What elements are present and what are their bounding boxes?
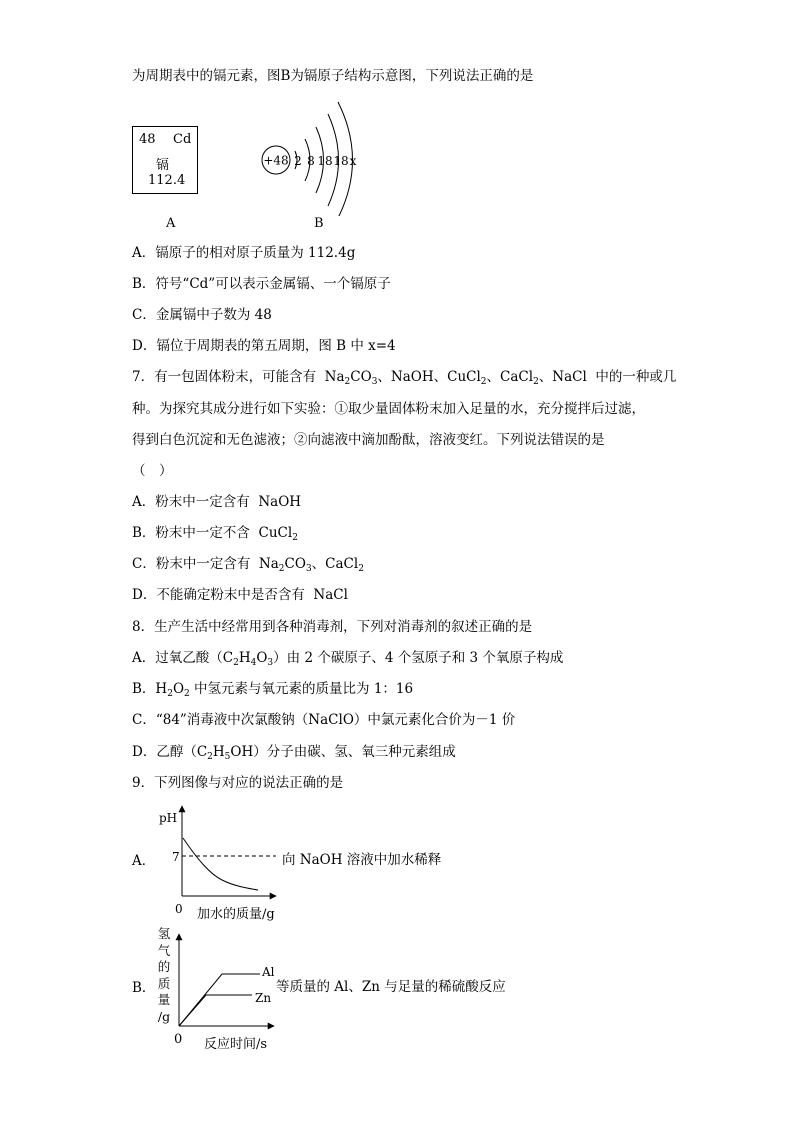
shell-count-2: 8	[307, 154, 315, 168]
question-intro: 为周期表中的镉元素，图B为镉原子结构示意图，下列说法正确的是	[132, 68, 534, 84]
q6-option-b: B．符号“Cd”可以表示金属镉、一个镉原子	[132, 276, 391, 292]
q8-option-c: C．“84”消毒液中次氯酸钠（NaClO）中氯元素化合价为－1 价	[132, 712, 516, 728]
element-symbol: Cd	[173, 132, 192, 147]
ph7-tick-label: 7	[172, 850, 180, 864]
q6-option-c: C．金属镉中子数为 48	[132, 307, 272, 323]
q9-option-a-caption: 向 NaOH 溶液中加水稀释	[282, 852, 442, 868]
periodic-table-cell	[132, 126, 198, 194]
atom-structure-diagram	[255, 96, 375, 216]
shell-count-3: 18	[317, 154, 333, 168]
q7-option-a: A．粉末中一定含有 NaOH	[132, 494, 302, 510]
q7-stem-line3: 得到白色沉淀和无色滤液；②向滤液中滴加酚酞，溶液变红。下列说法错误的是	[132, 432, 605, 448]
q7-stem-line2: 种。为探究其成分进行如下实验：①取少量固体粉末加入足量的水，充分搅拌后过滤，	[132, 401, 645, 417]
q9-option-b-caption: 等质量的 Al、Zn 与足量的稀硫酸反应	[276, 979, 506, 995]
nucleus-charge: +48	[263, 153, 289, 168]
q9-option-b-graph	[170, 930, 280, 1030]
atomic-mass: 112.4	[148, 173, 186, 188]
q8-option-a: A．过氧乙酸$(C_2H_4O_3)$由 2 个碳原子、4 个氢原子和 3 个氧原子构成	[132, 650, 564, 668]
q7-answer-blank: （ ）	[132, 463, 173, 479]
atomic-number: 48	[139, 132, 156, 147]
series-zn-label: Zn	[255, 991, 272, 1005]
q6-option-a: A．镉原子的相对原子质量为 112.4g	[132, 245, 356, 261]
q9-option-b-origin: 0	[174, 1032, 183, 1047]
q6-option-d: D．镉位于周期表的第五周期，图 B 中 x=4	[132, 338, 396, 354]
q7-option-d: D．不能确定粉末中是否含有 NaCl	[132, 587, 348, 603]
shell-count-1: 2	[294, 154, 302, 168]
y-axis-label: pH	[159, 811, 178, 825]
q7-option-c: C．粉末中一定含有 $Na_2CO_3$、CaCl$_2$	[132, 556, 364, 574]
q9-option-a-label: A．	[132, 853, 156, 869]
q8-option-b: B．$H_2O_2$ 中氢元素与氧元素的质量比为 1：16	[132, 681, 414, 699]
q9-option-a-xlabel: 加水的质量/g	[197, 907, 275, 922]
q9-option-b-label: B．	[132, 980, 156, 996]
ph-curve	[183, 838, 258, 890]
q8-stem: 8．生产生活中经常用到各种消毒剂，下列对消毒剂的叙述正确的是	[132, 619, 533, 635]
series-al-label: Al	[262, 965, 275, 979]
shell-count-5: x	[349, 154, 357, 168]
figure-label-a: A	[166, 216, 176, 231]
q8-option-d: D．乙醇$(C_2H_5OH)$分子由碳、氢、氧三种元素组成	[132, 744, 456, 762]
shell-count-4: 18	[333, 154, 349, 168]
series-al-line	[179, 974, 260, 1026]
element-name: 镉	[156, 158, 170, 173]
figure-label-b: B	[314, 216, 324, 231]
origin-label: 0	[175, 902, 183, 916]
q9-option-b-xlabel: 反应时间/s	[204, 1037, 268, 1052]
q7-stem-line1: 7．有一包固体粉末，可能含有 $Na_2CO_3$、NaOH、CuCl$_2$、CaCl$_2$、NaCl 中的一种或几	[132, 369, 677, 387]
q7-option-b: B．粉末中一定不含 CuCl$_2$	[132, 525, 298, 543]
series-zn-line	[179, 995, 252, 1026]
q9-option-b-ylabel: 氢 气 的 质 量 /g	[157, 926, 171, 1024]
q9-stem: 9．下列图像与对应的说法正确的是	[132, 775, 344, 791]
